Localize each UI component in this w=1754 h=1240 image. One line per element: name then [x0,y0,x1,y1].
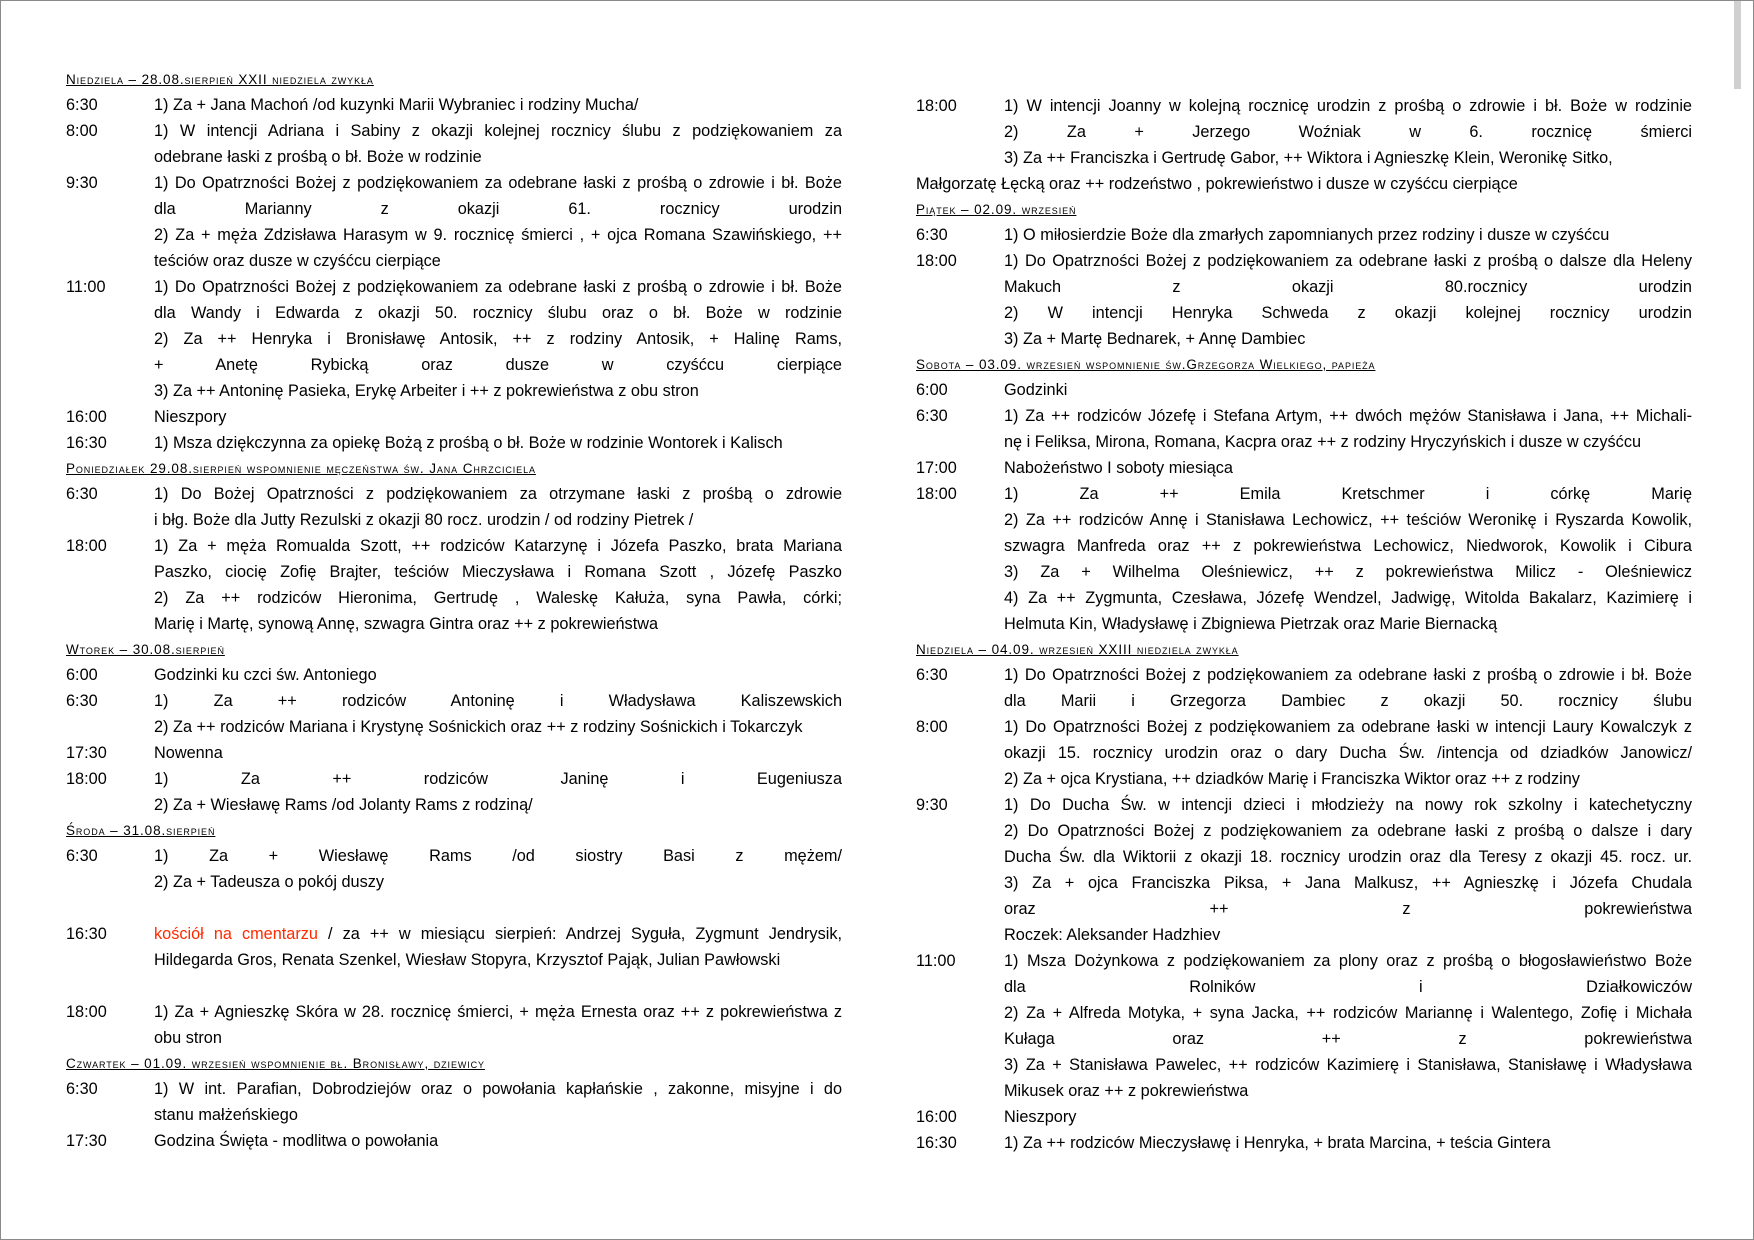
intentions [154,118,842,170]
day-heading: Wtorek – 30.08.sierpień [66,642,225,657]
mass-entry [916,948,1692,1104]
intention-line: 1) Za + męża Romualda Szott, ++ rodziców Katarzynę i Józefa Paszko, brata Mariana [154,537,842,555]
mass-entry [66,662,842,688]
intention-line: szwagra Manfreda oraz ++ z pokrewieństwa Lechowicz, Niedworok, Kowolik i Cibura [1004,537,1692,555]
mass-time: 16:00 [66,408,107,426]
mass-time: 6:30 [66,1080,98,1098]
blank-line [66,895,842,921]
intention-line: kościół na cmentarzu / za ++ w miesiącu sierpień: Andrzej Syguła, Zygmunt Jendrysik, [154,925,842,943]
intentions [154,740,842,766]
mass-entry [66,170,842,274]
intention-line: 2) Za + Wiesławę Rams /od Jolanty Rams z rodziną/ [154,796,533,814]
mass-entry [66,118,842,170]
right-column [916,93,1692,1156]
intention-line: 1) Za ++ rodziców Józefę i Stefana Artym, ++ dwóch mężów Stanisława i Jana, ++ Michali- [1004,407,1692,425]
mass-time: 6:00 [916,381,948,399]
mass-entry [916,455,1692,481]
intentions [154,481,842,533]
intention-line: 4) Za ++ Zygmunta, Czesława, Józefę Wendzel, Jadwigę, Witolda Bakalarz, Kazimierę i [1004,589,1692,607]
mass-entry [66,740,842,766]
mass-entry [66,481,842,533]
mass-entry [916,248,1692,352]
intentions [1004,481,1692,637]
mass-entry [916,481,1692,637]
mass-entry [66,999,842,1051]
intentions [1004,662,1692,714]
intentions [154,274,842,404]
intention-line: 1) Do Opatrzności Bożej z podziękowaniem za odebrane łaski z prośbą o zdrowie i bł. Boże [154,174,842,192]
intention-line: 2) Za ++ rodziców Mariana i Krystynę Sośnickich oraz ++ z rodziny Sośnickich i Tokarczyk [154,718,803,736]
mass-time: 16:30 [916,1134,957,1152]
location-note: kościół na cmentarzu [154,925,318,943]
mass-entry [66,430,842,456]
intention-line: Helmuta Kin, Władysławę i Zbigniewa Pietrzak oraz Marie Biernacką [1004,615,1498,633]
intentions [1004,948,1692,1104]
day-heading: Poniedziałek 29.08.sierpień wspomnienie męczeństwa św. Jana Chrzciciela [66,461,536,476]
mass-time: 18:00 [916,97,957,115]
intentions [154,999,842,1051]
intention-line: Ducha Św. dla Wiktorii z okazji 18. rocznicy urodzin oraz dla Teresy z okazji 45. rocz. ur. [1004,848,1692,866]
intention-line: Paszko, ciocię Zofię Brajter, teściów Mieczysława i Romana Szott , Józefę Paszko [154,563,842,581]
mass-entry [916,377,1692,403]
intentions [1004,93,1692,171]
intentions [1004,1130,1692,1156]
intentions [154,92,842,118]
intention-line: 1) Msza dziękczynna za opiekę Bożą z prośbą o bł. Boże w rodzinie Wontorek i Kalisch [154,434,783,452]
intention-line: dla Marianny z okazji 61. rocznicy urodzin [154,200,842,218]
intention-line: nę i Feliksa, Mirona, Romana, Kacpra oraz ++ z rodziny Hryczyńskich i dusze w czyśćcu [1004,433,1642,451]
intention-line: Nowenna [154,744,223,762]
intention-line: 3) Za + Martę Bednarek, + Annę Dambiec [1004,330,1306,348]
intention-line: 2) Za + Jerzego Woźniak w 6. rocznicę śmierci [1004,123,1692,141]
intention-line: Makuch z okazji 80.rocznicy urodzin [1004,278,1692,296]
mass-entry [916,403,1692,455]
intention-line: dla Rolników i Działkowiczów [1004,978,1692,996]
intention-line: 1) O miłosierdzie Boże dla zmarłych zapomnianych przez rodziny i dusze w czyśćcu [1004,226,1610,244]
intention-line: 1) Do Opatrzności Bożej z podziękowaniem za odebrane łaski z prośbą o zdrowie i bł. Boże [154,278,842,296]
mass-entry [66,274,842,404]
intention-line: obu stron [154,1029,222,1047]
mass-entry [66,688,842,740]
intentions [1004,377,1692,403]
intentions [1004,403,1692,455]
intention-line: okazji 15. rocznicy urodzin oraz o dary Ducha Św. /intencja od dziadków Janowicz/ [1004,744,1692,762]
intention-line: Kułaga oraz ++ z pokrewieństwa [1004,1030,1692,1048]
mass-time: 6:30 [916,407,948,425]
intentions [154,1076,842,1128]
mass-time: 6:30 [66,485,98,503]
intentions [154,533,842,637]
intention-line: 2) W intencji Henryka Schweda z okazji kolejnej rocznicy urodzin [1004,304,1692,322]
mass-time: 18:00 [66,1003,107,1021]
intentions [1004,248,1692,352]
intention-line: 1) W intencji Adriana i Sabiny z okazji kolejnej rocznicy ślubu z podziękowaniem za [154,122,842,140]
mass-time: 16:30 [66,434,107,452]
intention-line: 1) Za + Agnieszkę Skóra w 28. rocznicę śmierci, + męża Ernesta oraz ++ z pokrewieństwa z [154,1003,842,1021]
intentions [154,404,842,430]
mass-time: 18:00 [916,252,957,270]
intention-line: Marię i Martę, synową Annę, szwagra Gintra oraz ++ z pokrewieństwa [154,615,659,633]
intention-line: 2) Za ++ rodziców Annę i Stanisława Lechowicz, ++ teściów Weronikę i Ryszarda Kowolik, [1004,511,1692,529]
intention-line: Nieszpory [1004,1108,1077,1126]
intention-line: Godzinki ku czci św. Antoniego [154,666,377,684]
mass-entry [66,921,842,973]
intention-line: 1) Do Bożej Opatrzności z podziękowaniem za otrzymane łaski z prośbą o zdrowie [154,485,842,503]
mass-entry [66,1128,842,1154]
intention-line: 2) Za + Alfreda Motyka, + syna Jacka, ++ rodziców Mariannę i Walentego, Zofię i Michała [1004,1004,1692,1022]
intention-line: Nieszpory [154,408,227,426]
intentions [154,921,842,973]
intention-line: oraz ++ z pokrewieństwa [1004,900,1692,918]
mass-entry [66,1076,842,1128]
intention-line: 1) Do Opatrzności Bożej z podziękowaniem za odebrane łaski w intencji Laury Kowalczyk z [1004,718,1692,736]
intention-line: 3) Za + ojca Franciszka Piksa, + Jana Malkusz, ++ Agnieszkę i Józefa Chudala [1004,874,1692,892]
mass-entry [66,843,842,895]
intentions [154,688,842,740]
mass-time: 11:00 [66,278,106,296]
intention-line: Mikusek oraz ++ z pokrewieństwa [1004,1082,1249,1100]
mass-time: 6:30 [916,226,948,244]
mass-time: 17:00 [916,459,957,477]
mass-time: 16:00 [916,1108,957,1126]
intention-line: Godzinki [1004,381,1068,399]
mass-entry [916,93,1692,171]
mass-entry [916,792,1692,948]
intentions [154,430,842,456]
intention-line: 3) Za ++ Antoninę Pasieka, Erykę Arbeiter i ++ z pokrewieństwa z obu stron [154,382,699,400]
intentions [1004,455,1692,481]
mass-time: 8:00 [66,122,98,140]
intention-line: 2) Do Opatrzności Bożej z podziękowaniem za odebrane łaski z prośbą o dalsze i dary [1004,822,1692,840]
mass-entry [916,662,1692,714]
mass-time: 18:00 [66,770,107,788]
mass-entry [66,766,842,818]
intention-line: 3) Za + Wilhelma Oleśniewicz, ++ z pokrewieństwa Milicz - Oleśniewicz [1004,563,1692,581]
intention-line: + Anetę Rybicką oraz dusze w czyśćcu cierpiące [154,356,842,374]
mass-time: 17:30 [66,744,107,762]
mass-time: 9:30 [66,174,98,192]
mass-time: 9:30 [916,796,948,814]
intention-line: 1) Za + Wiesławę Rams /od siostry Basi z mężem/ [154,847,842,865]
mass-entry [916,714,1692,792]
intention-line: 1) Za ++ Emila Kretschmer i córkę Marię [1004,485,1692,503]
intention-line: 1) W int. Parafian, Dobrodziejów oraz o powołania kapłańskie , zakonne, misyjne i do [154,1080,842,1098]
day-heading: Czwartek – 01.09. wrzesień wspomnienie bł. Bronisławy, dziewicy [66,1056,485,1071]
day-heading: Piątek – 02.09. wrzesień [916,202,1077,217]
intention-line: odebrane łaski z prośbą o bł. Boże w rodzinie [154,148,482,166]
intention-line: Hildegarda Gros, Renata Szenkel, Wiesław Stopyra, Krzysztof Pająk, Julian Pawłowski [154,951,781,969]
day-heading: Niedziela – 28.08.sierpień XXII niedziela zwykła [66,72,374,87]
intentions [1004,792,1692,948]
intentions [154,1128,842,1154]
day-heading: Sobota – 03.09. wrzesień wspomnienie św.Grzegorza Wielkiego, papieża [916,357,1376,372]
mass-time: 18:00 [916,485,957,503]
intention-line: 1) Za ++ rodziców Mieczysławę i Henryka, + brata Marcina, + teścia Gintera [1004,1134,1551,1152]
mass-time: 6:30 [66,96,98,114]
mass-time: 8:00 [916,718,948,736]
intention-line: 1) Do Opatrzności Bożej z podziękowaniem za odebrane łaski z prośbą o dalsze dla Heleny [1004,252,1692,270]
intention-line: dla Marii i Grzegorza Dambiec z okazji 50. rocznicy ślubu [1004,692,1692,710]
intention-line: 3) Za ++ Franciszka i Gertrudę Gabor, ++ Wiktora i Agnieszkę Klein, Weronikę Sitko, [1004,149,1613,167]
mass-entry [66,92,842,118]
mass-entry [916,1130,1692,1156]
mass-entry [66,404,842,430]
scrollbar[interactable] [1734,1,1741,89]
intention-line: stanu małżeńskiego [154,1106,298,1124]
mass-entry [916,1104,1692,1130]
intention-line: 2) Za + ojca Krystiana, ++ dziadków Marię i Franciszka Wiktor oraz ++ z rodziny [1004,770,1580,788]
mass-time: 16:30 [66,925,107,943]
mass-entry [66,533,842,637]
mass-time: 6:30 [66,847,98,865]
intentions [1004,1104,1692,1130]
mass-time: 17:30 [66,1132,107,1150]
blank-line [66,973,842,999]
mass-time: 6:00 [66,666,98,684]
intention-line: teściów oraz dusze w czyśćcu cierpiące [154,252,441,270]
intention-line: 2) Za + męża Zdzisława Harasym w 9. rocznicę śmierci , + ojca Romana Szawińskiego, ++ [154,226,842,244]
intention-line: 1) Do Opatrzności Bożej z podziękowaniem za odebrane łaski z prośbą o zdrowie i bł. Boże [1004,666,1692,684]
mass-time: 6:30 [916,666,948,684]
intentions [1004,222,1692,248]
intention-line: Roczek: Aleksander Hadzhiev [1004,926,1221,944]
intentions [154,170,842,274]
intention-line: Godzina Święta - modlitwa o powołania [154,1132,439,1150]
intention-line: Małgorzatę Łęcką oraz ++ rodzeństwo , pokrewieństwo i dusze w czyśćcu cierpiące [916,175,1518,193]
intentions [154,766,842,818]
intentions [154,662,842,688]
day-heading: Niedziela – 04.09. wrzesień XXIII niedziela zwykła [916,642,1239,657]
intentions [1004,714,1692,792]
intention-line: 1) Msza Dożynkowa z podziękowaniem za plony oraz z prośbą o błogosławieństwo Boże [1004,952,1692,970]
intentions [154,843,842,895]
mass-time: 18:00 [66,537,107,555]
intention-line: 2) Za ++ rodziców Hieronima, Gertrudę , Waleskę Kałuża, syna Pawła, córki; [154,589,842,607]
intention-line: Nabożeństwo I soboty miesiąca [1004,459,1233,477]
intention-line: 2) Za + Tadeusza o pokój duszy [154,873,385,891]
intention-line: 1) Za ++ rodziców Antoninę i Władysława Kaliszewskich [154,692,842,710]
intention-line: i błg. Boże dla Jutty Rezulski z okazji 80 rocz. urodzin / od rodziny Pietrek / [154,511,694,529]
intention-line: dla Wandy i Edwarda z okazji 50. rocznicy ślubu oraz o bł. Boże w rodzinie [154,304,842,322]
mass-entry [916,222,1692,248]
intention-line: 2) Za ++ Henryka i Bronisławę Antosik, ++ z rodziny Antosik, + Halinę Rams, [154,330,842,348]
intention-line: 1) W intencji Joanny w kolejną rocznicę urodzin z prośbą o zdrowie i bł. Boże w rodzinie [1004,97,1692,115]
intention-line: 1) Do Ducha Św. w intencji dzieci i młodzieży na nowy rok szkolny i katechetyczny [1004,796,1692,814]
intention-line: 1) Za ++ rodziców Janinę i Eugeniusza [154,770,842,788]
intention-line: 1) Za + Jana Machoń /od kuzynki Marii Wybraniec i rodziny Mucha/ [154,96,639,114]
left-column [66,67,842,1154]
intention-line: 3) Za + Stanisława Pawelec, ++ rodziców Kazimierę i Stanisława, Stanisławę i Władysława [1004,1056,1692,1074]
day-heading: Środa – 31.08.sierpień [66,823,216,838]
mass-time: 6:30 [66,692,98,710]
mass-time: 11:00 [916,952,956,970]
